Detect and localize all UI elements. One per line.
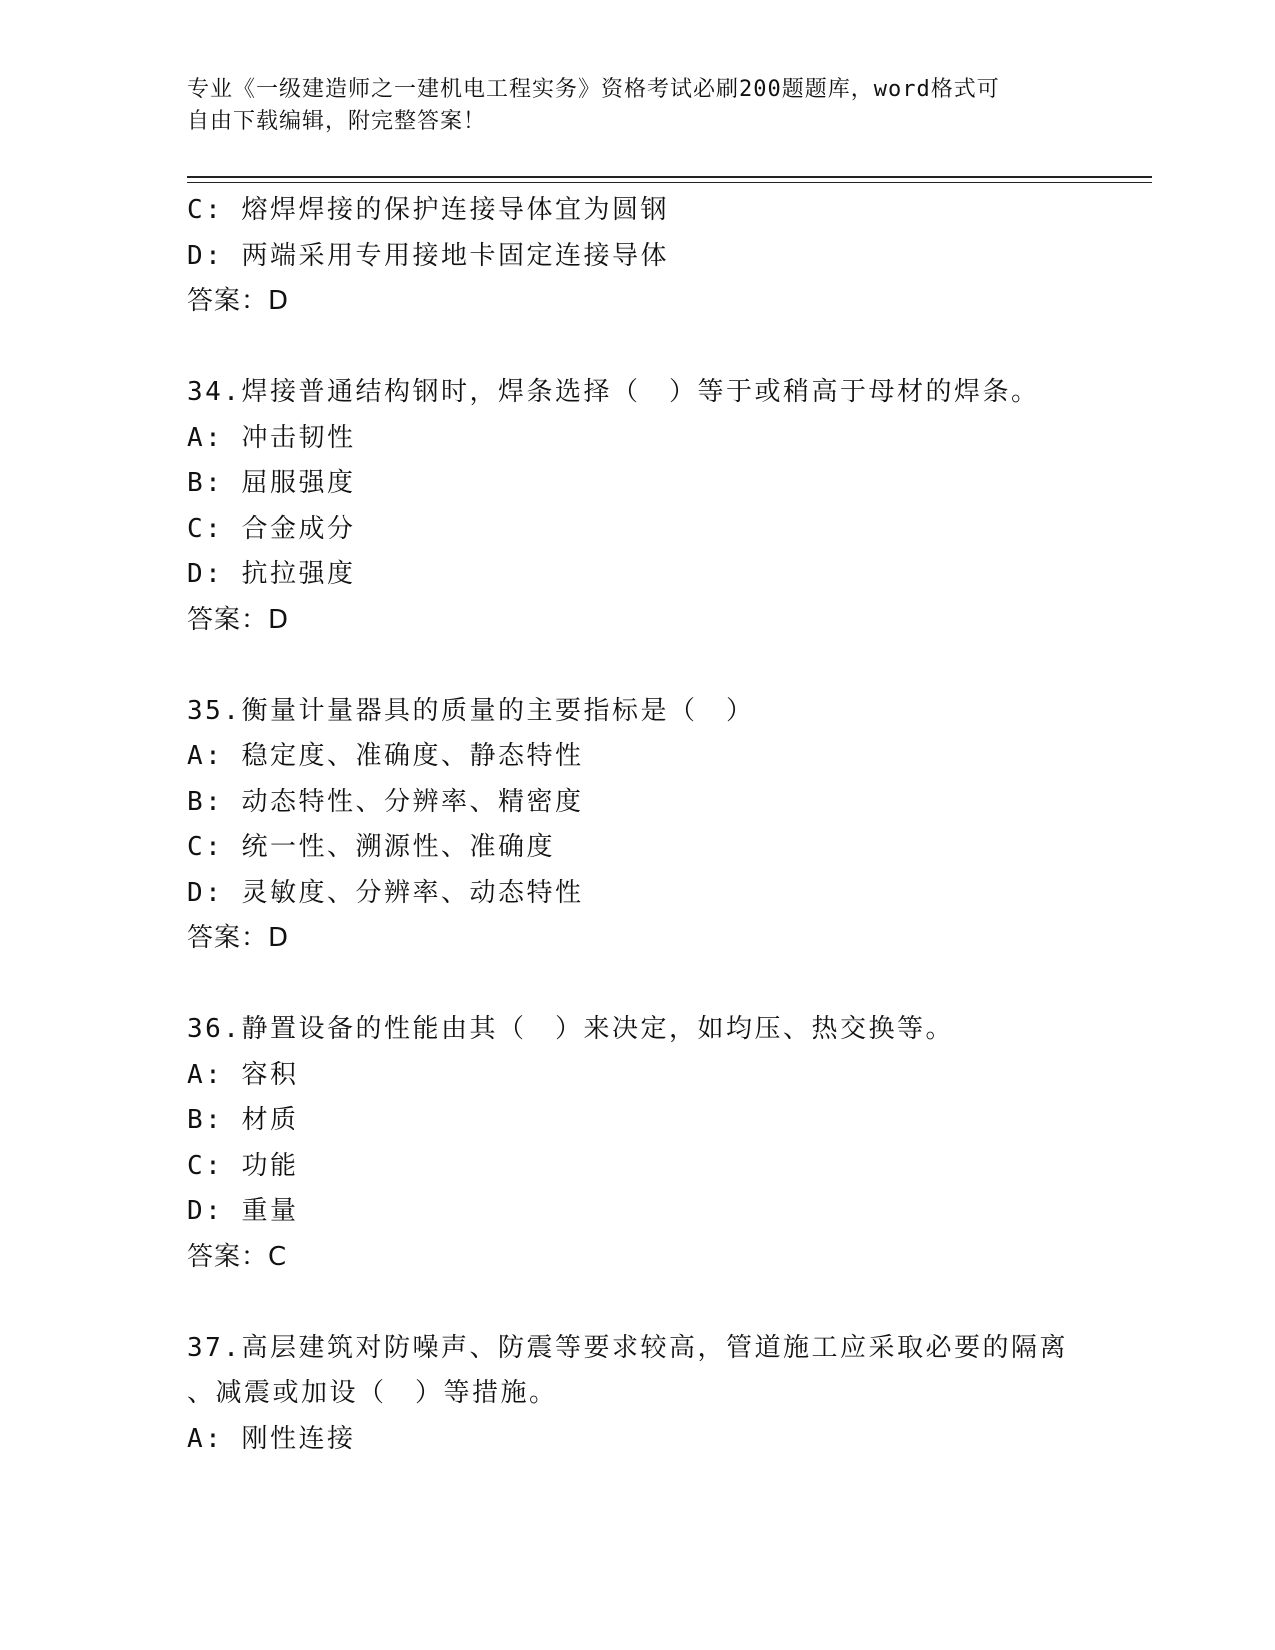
option-c: C: 合金成分 (187, 513, 356, 544)
question-stem: 36.静置设备的性能由其（ ）来决定，如均压、热交换等。 (187, 1014, 954, 1044)
option-d: D: 重量 (187, 1196, 299, 1226)
header-divider-thick (187, 176, 1152, 178)
answer-label: 答案：C (187, 1241, 288, 1272)
question-34 (187, 370, 1117, 643)
option-a: A: 冲击韧性 (187, 422, 356, 453)
question-33-continuation (187, 188, 1117, 325)
option-d: D: 抗拉强度 (187, 559, 356, 589)
option-a: A: 刚性连接 (187, 1423, 356, 1454)
header-title-line-1: 专业《一级建造师之一建机电工程实务》资格考试必刷200题题库，word格式可 (187, 77, 1000, 102)
document-header (187, 74, 1067, 138)
question-list (187, 188, 1117, 1462)
spacer (187, 1280, 1117, 1326)
answer-label: 答案：D (187, 923, 290, 953)
answer-label: 答案：D (187, 604, 290, 635)
option-a: A: 容积 (187, 1059, 299, 1090)
spacer (187, 962, 1117, 1008)
question-stem: 34.焊接普通结构钢时，焊条选择（ ）等于或稍高于母材的焊条。 (187, 377, 1040, 407)
header-divider-thin (187, 182, 1152, 183)
option-c: C: 统一性、溯源性、准确度 (187, 832, 555, 862)
option-c: C: 功能 (187, 1150, 299, 1181)
question-36 (187, 1007, 1117, 1280)
answer-label: 答案：D (187, 286, 290, 316)
spacer (187, 325, 1117, 371)
spacer (187, 643, 1117, 689)
question-37 (187, 1326, 1117, 1463)
question-stem: 35.衡量计量器具的质量的主要指标是（ ） (187, 695, 755, 726)
option-d: D: 灵敏度、分辨率、动态特性 (187, 877, 584, 908)
header-title-line-2: 自由下载编辑，附完整答案！ (187, 109, 487, 134)
question-stem-line-2: 、减震或加设（ ）等措施。 (187, 1378, 558, 1408)
option-b: B: 动态特性、分辨率、精密度 (187, 786, 584, 817)
question-35 (187, 689, 1117, 962)
option-a: A: 稳定度、准确度、静态特性 (187, 741, 584, 771)
option-d: D: 两端采用专用接地卡固定连接导体 (187, 240, 669, 271)
option-c: C: 熔焊焊接的保护连接导体宜为圆钢 (187, 195, 669, 225)
option-b: B: 屈服强度 (187, 468, 356, 498)
option-b: B: 材质 (187, 1105, 299, 1135)
question-stem-line-1: 37.高层建筑对防噪声、防震等要求较高，管道施工应采取必要的隔离 (187, 1332, 1068, 1363)
